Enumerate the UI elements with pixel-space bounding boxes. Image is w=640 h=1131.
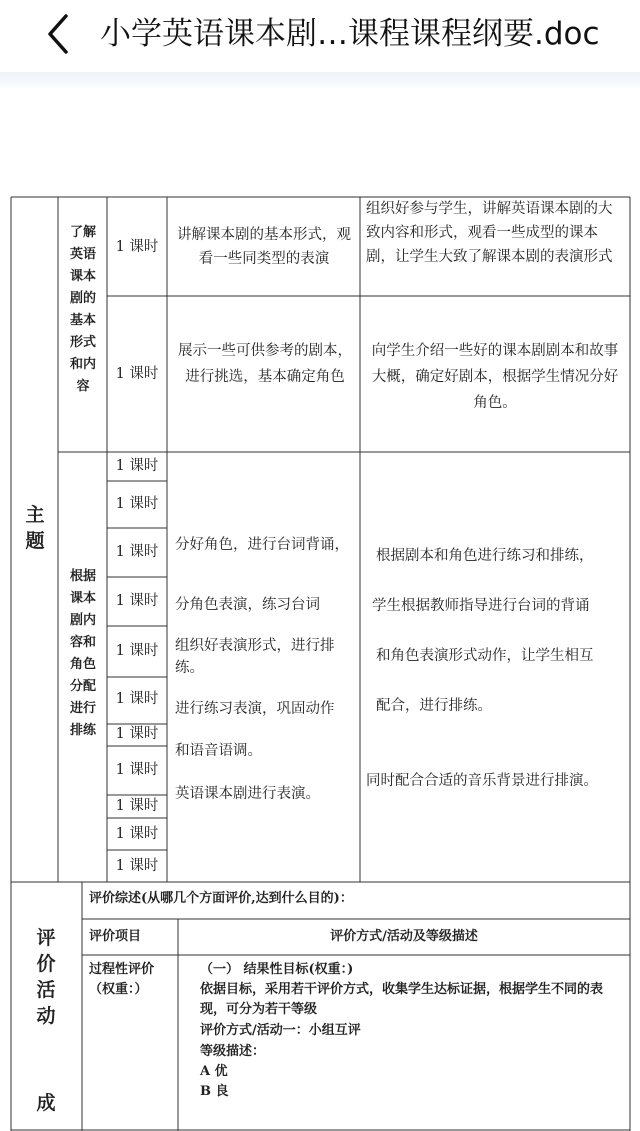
document-title: 小学英语课本剧…课程课程纲要.doc xyxy=(100,16,600,52)
process-weight: （权重：） xyxy=(89,982,148,997)
hours-cell: 1 课时 xyxy=(115,593,159,609)
hours-cell: 1 课时 xyxy=(115,691,159,707)
row1-content: 讲解课本剧的基本形式，观看一些同类型的表演 xyxy=(177,227,351,267)
row3-content-5: 和语音语调。 xyxy=(175,743,262,759)
hours-cell: 1 课时 xyxy=(115,726,159,742)
topic-2: 根据课本剧内容和角色分配进行排练 xyxy=(69,569,96,738)
goal-description: 依据目标，采用若干评价方式，收集学生达标证据，根据学生不同的表现，可分为若干等级 xyxy=(200,982,604,1017)
hours-cell: 1 课时 xyxy=(115,496,159,512)
row3-method-2: 学生根据教师指导进行台词的背诵 xyxy=(372,598,590,614)
hours-cell: 1 课时 xyxy=(115,762,159,778)
row2-content: 展示一些可供参考的剧本，进行挑选，基本确定角色 xyxy=(178,343,352,385)
row3-content-1: 分好角色，进行台词背诵， xyxy=(175,537,349,553)
grade-a: A 优 xyxy=(200,1064,228,1079)
evaluation-col1-header: 评价项目 xyxy=(89,929,142,944)
row2-method: 向学生介绍一些好的课本剧剧本和故事大概，确定好剧本，根据学生情况分好角色。 xyxy=(371,343,619,411)
hours-cell: 1 课时 xyxy=(115,826,159,842)
row3-content-2: 分角色表演，练习台词 xyxy=(175,597,320,613)
row3-content-4: 进行练习表演，巩固动作 xyxy=(175,701,335,717)
section-label: 主题 xyxy=(25,504,45,552)
hours-cell: 1 课时 xyxy=(115,643,159,659)
row3-method-5: 同时配合合适的音乐背景进行排演。 xyxy=(366,773,598,789)
grade-description: 等级描述： xyxy=(200,1044,266,1059)
row3-method-3: 和角色表演形式动作，让学生相互 xyxy=(376,648,594,664)
row1-method: 组织好参与学生，讲解英语课本剧的大致内容和形式，观看一些成型的课本剧，让学生大致了解课本剧的表演形式 xyxy=(366,201,613,265)
evaluation-col2-header: 评价方式/活动及等级描述 xyxy=(330,929,478,944)
app-header xyxy=(0,0,640,72)
row3-method-1: 根据剧本和角色进行练习和排练， xyxy=(376,548,594,564)
evaluation-label: 评价活动 xyxy=(36,927,56,1027)
process-item: 过程性评价 xyxy=(89,962,155,977)
evaluation-method: 评价方式/活动一：小组互评 xyxy=(200,1023,361,1038)
hours-cell: 1 课时 xyxy=(115,239,159,255)
hours-cell: 1 课时 xyxy=(115,544,159,560)
hours-cell: 1 课时 xyxy=(115,858,159,874)
header-divider xyxy=(0,72,640,90)
topic-1: 了解英语课本剧的基本形式和内容 xyxy=(69,225,96,394)
evaluation-summary: 评价综述(从哪几个方面评价,达到什么目的)： xyxy=(89,891,353,906)
row3-content-6: 英语课本剧进行表演。 xyxy=(175,786,320,802)
hours-cell: 1 课时 xyxy=(115,798,159,814)
hours-cell: 1 课时 xyxy=(115,458,159,474)
document-page xyxy=(0,90,640,1131)
goal-title: （一） 结果性目标(权重：) xyxy=(200,962,354,977)
grade-b: B 良 xyxy=(200,1084,229,1099)
row3-method-4: 配合，进行排练。 xyxy=(376,698,492,714)
row3-content-3: 组织好表演形式，进行排练。 xyxy=(175,638,335,676)
chevron-left-icon xyxy=(40,12,80,56)
hours-cell: 1 课时 xyxy=(115,366,159,382)
evaluation-label-tail: 成 xyxy=(36,1092,56,1114)
back-button[interactable] xyxy=(40,12,80,56)
